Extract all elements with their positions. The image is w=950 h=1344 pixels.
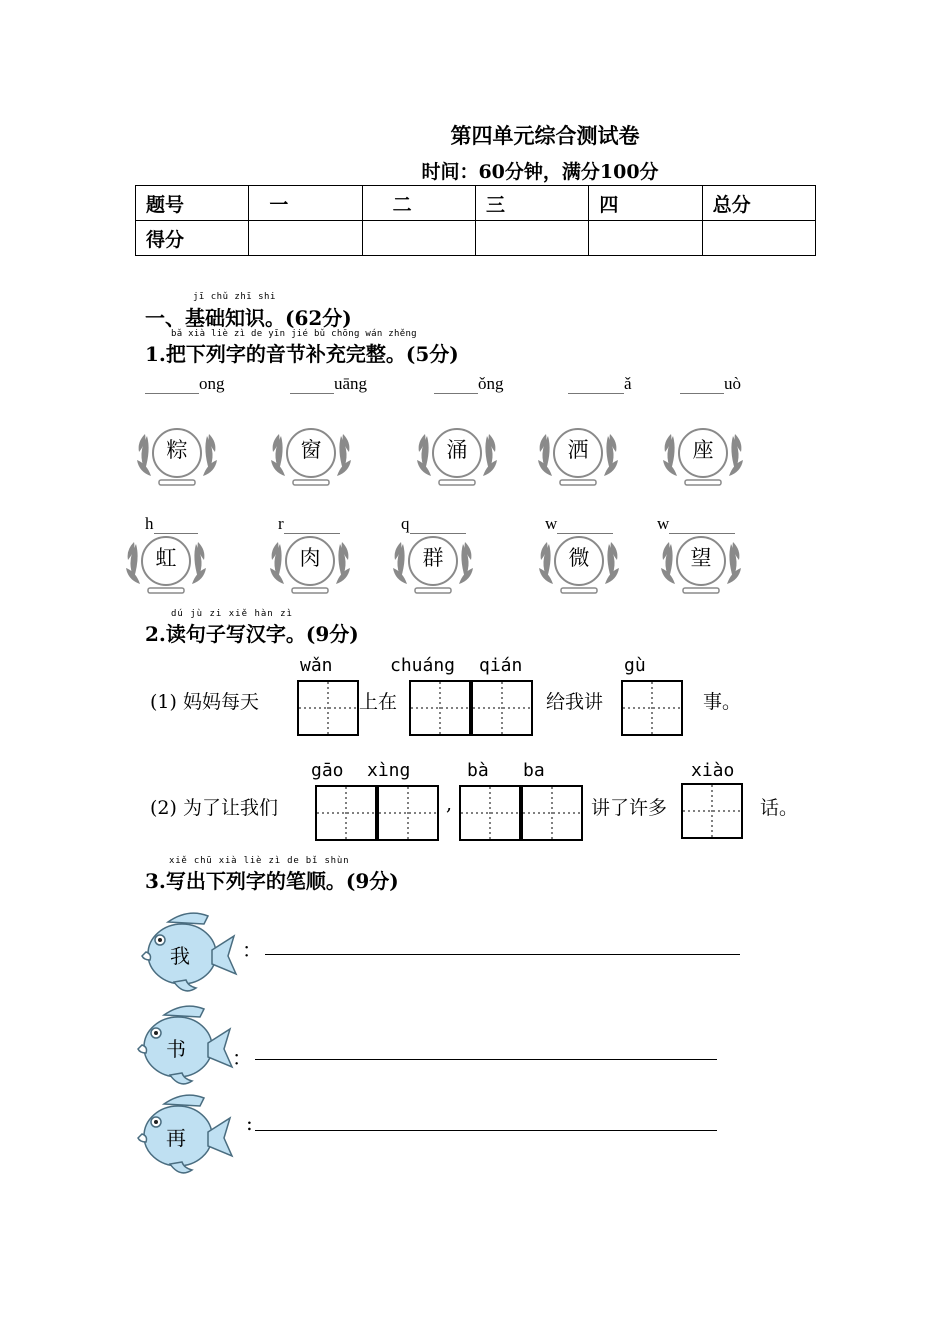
pinyin-blank[interactable]: h bbox=[145, 514, 198, 534]
wreath-badge bbox=[417, 422, 509, 492]
writing-grid[interactable] bbox=[315, 785, 377, 841]
sentence-text: 话。 bbox=[760, 797, 799, 819]
pinyin-blank[interactable]: w bbox=[657, 514, 735, 534]
table-cell: 二 bbox=[362, 186, 475, 221]
colon: : bbox=[246, 1111, 253, 1135]
pinyin-blank[interactable]: ong bbox=[145, 374, 225, 394]
table-cell: 一 bbox=[249, 186, 362, 221]
pinyin-blank[interactable]: ǒng bbox=[434, 374, 504, 394]
fish-badge bbox=[138, 908, 238, 998]
pinyin-blank[interactable]: w bbox=[545, 514, 613, 534]
fish-char: 书 bbox=[166, 1037, 186, 1061]
page-title: 第四单元综合测试卷 bbox=[450, 123, 640, 148]
writing-grid[interactable] bbox=[521, 785, 583, 841]
q2-pinyin: dú jù zi xiě hàn zì bbox=[171, 609, 293, 619]
section1-pinyin: jī chǔ zhī shi bbox=[193, 292, 276, 302]
writing-grid[interactable] bbox=[377, 785, 439, 841]
pinyin-blank[interactable]: r bbox=[278, 514, 340, 534]
wreath-char: 虹 bbox=[155, 546, 177, 570]
wreath-char: 座 bbox=[692, 438, 714, 462]
wreath-badge bbox=[661, 530, 753, 600]
pinyin-label: bà bbox=[467, 760, 489, 781]
q3-pinyin: xiě chū xià liè zì de bǐ shùn bbox=[169, 856, 350, 866]
q2-heading: 2.读句子写汉字。(9分) bbox=[145, 622, 359, 646]
sentence-text: 讲了许多 bbox=[591, 797, 668, 819]
fish-char: 再 bbox=[166, 1126, 186, 1150]
wreath-char: 洒 bbox=[567, 438, 589, 462]
writing-grid[interactable] bbox=[459, 785, 521, 841]
section1-heading: 一、基础知识。(62分) bbox=[145, 306, 352, 330]
q1-pinyin: bǎ xià liè zì de yīn jié bǔ chōng wán zhěng bbox=[171, 329, 417, 339]
stroke-order-answer-line[interactable] bbox=[255, 1130, 717, 1131]
sentence-text: 上在 bbox=[359, 691, 398, 713]
sentence-text: (2) 为了让我们 bbox=[150, 797, 278, 819]
page-subtitle: 时间：60分钟，满分100分 bbox=[421, 161, 659, 183]
q3-heading: 3.写出下列字的笔顺。(9分) bbox=[145, 869, 399, 893]
table-cell: 得分 bbox=[136, 221, 249, 256]
colon: ： bbox=[232, 1046, 252, 1070]
wreath-char: 涌 bbox=[446, 438, 468, 462]
pinyin-blank[interactable]: ǎ bbox=[568, 374, 632, 394]
wreath-badge bbox=[663, 422, 755, 492]
q1-heading: 1.把下列字的音节补充完整。(5分) bbox=[145, 342, 459, 366]
wreath-char: 窗 bbox=[300, 438, 322, 462]
pinyin-label: xiào bbox=[691, 760, 735, 781]
wreath-badge bbox=[539, 530, 631, 600]
score-table bbox=[135, 185, 816, 256]
writing-grid[interactable] bbox=[621, 680, 683, 736]
pinyin-label: wǎn bbox=[300, 655, 333, 676]
sentence-text: 给我讲 bbox=[546, 691, 604, 713]
writing-grid[interactable] bbox=[681, 783, 743, 839]
fish-badge bbox=[134, 1001, 234, 1091]
writing-grid[interactable] bbox=[297, 680, 359, 736]
pinyin-label: gāo bbox=[311, 760, 344, 781]
fish-badge bbox=[134, 1090, 234, 1180]
pinyin-label: chuáng bbox=[390, 655, 456, 676]
sentence-text: 事。 bbox=[703, 691, 742, 713]
wreath-badge bbox=[137, 422, 229, 492]
wreath-badge bbox=[271, 422, 363, 492]
pinyin-label: gù bbox=[624, 655, 646, 676]
table-row bbox=[136, 186, 816, 221]
sentence-text: (1) 妈妈每天 bbox=[150, 691, 259, 713]
score-cell[interactable] bbox=[362, 221, 475, 256]
wreath-badge bbox=[126, 530, 218, 600]
table-cell: 三 bbox=[475, 186, 588, 221]
wreath-badge bbox=[538, 422, 630, 492]
wreath-char: 肉 bbox=[299, 546, 321, 570]
pinyin-label: qián bbox=[479, 655, 523, 676]
table-cell: 总分 bbox=[702, 186, 815, 221]
table-cell: 题号 bbox=[136, 186, 249, 221]
stroke-order-answer-line[interactable] bbox=[255, 1059, 717, 1060]
wreath-badge bbox=[393, 530, 485, 600]
stroke-order-answer-line[interactable] bbox=[265, 954, 740, 955]
table-row bbox=[136, 221, 816, 256]
sentence-text: , bbox=[446, 793, 453, 815]
wreath-badge bbox=[270, 530, 362, 600]
pinyin-blank[interactable]: uāng bbox=[290, 374, 367, 394]
score-cell[interactable] bbox=[589, 221, 702, 256]
writing-grid[interactable] bbox=[409, 680, 471, 736]
score-cell[interactable] bbox=[249, 221, 362, 256]
pinyin-label: xìng bbox=[367, 760, 411, 781]
score-cell[interactable] bbox=[475, 221, 588, 256]
pinyin-blank[interactable]: uò bbox=[680, 374, 741, 394]
pinyin-label: ba bbox=[523, 760, 545, 781]
fish-char: 我 bbox=[170, 944, 190, 968]
wreath-char: 群 bbox=[422, 546, 444, 570]
wreath-char: 望 bbox=[690, 546, 712, 570]
wreath-char: 粽 bbox=[166, 438, 188, 462]
writing-grid[interactable] bbox=[471, 680, 533, 736]
colon: ： bbox=[242, 938, 262, 962]
score-cell[interactable] bbox=[702, 221, 815, 256]
pinyin-blank[interactable]: q bbox=[401, 514, 466, 534]
wreath-char: 微 bbox=[568, 546, 590, 570]
table-cell: 四 bbox=[589, 186, 702, 221]
